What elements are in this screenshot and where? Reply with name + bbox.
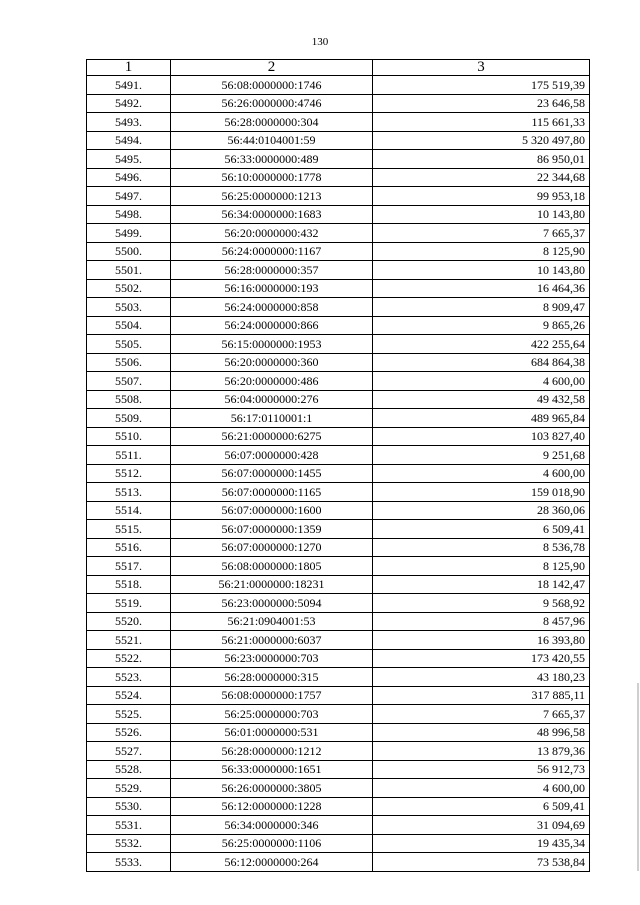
- table-row: [87, 797, 590, 816]
- value-cell: 4 600,00: [373, 779, 590, 798]
- table-row: [87, 335, 590, 354]
- cadastral-number-cell: 56:12:0000000:264: [171, 853, 373, 872]
- table-row: [87, 816, 590, 835]
- row-number-cell: 5495.: [87, 150, 171, 169]
- row-number-cell: 5519.: [87, 594, 171, 613]
- cadastral-number-cell: 56:21:0000000:6275: [171, 427, 373, 446]
- value-cell: 6 509,41: [373, 520, 590, 539]
- table-row: [87, 557, 590, 576]
- table-row: [87, 612, 590, 631]
- row-number-cell: 5515.: [87, 520, 171, 539]
- cadastral-number-cell: 56:26:0000000:3805: [171, 779, 373, 798]
- value-cell: 86 950,01: [373, 150, 590, 169]
- value-cell: 8 125,90: [373, 242, 590, 261]
- cadastral-number-cell: 56:20:0000000:486: [171, 372, 373, 391]
- table-row: [87, 261, 590, 280]
- table-row: [87, 631, 590, 650]
- cadastral-number-cell: 56:23:0000000:703: [171, 649, 373, 668]
- row-number-cell: 5522.: [87, 649, 171, 668]
- row-number-cell: 5523.: [87, 668, 171, 687]
- cadastral-number-cell: 56:28:0000000:1212: [171, 742, 373, 761]
- table-row: [87, 372, 590, 391]
- table-row: [87, 409, 590, 428]
- value-cell: 8 457,96: [373, 612, 590, 631]
- row-number-cell: 5525.: [87, 705, 171, 724]
- value-cell: 6 509,41: [373, 797, 590, 816]
- value-cell: 99 953,18: [373, 187, 590, 206]
- page-edge-mark: [637, 683, 639, 871]
- table-row: [87, 113, 590, 132]
- table-row: [87, 686, 590, 705]
- table-row: [87, 150, 590, 169]
- table-row: [87, 224, 590, 243]
- cadastral-number-cell: 56:01:0000000:531: [171, 723, 373, 742]
- table-row: [87, 649, 590, 668]
- table-row: [87, 501, 590, 520]
- table-row: [87, 279, 590, 298]
- table-row: [87, 760, 590, 779]
- cadastral-number-cell: 56:23:0000000:5094: [171, 594, 373, 613]
- cadastral-number-cell: 56:26:0000000:4746: [171, 94, 373, 113]
- value-cell: 175 519,39: [373, 76, 590, 95]
- table-row: [87, 723, 590, 742]
- row-number-cell: 5512.: [87, 464, 171, 483]
- row-number-cell: 5518.: [87, 575, 171, 594]
- cadastral-number-cell: 56:08:0000000:1757: [171, 686, 373, 705]
- value-cell: 5 320 497,80: [373, 131, 590, 150]
- row-number-cell: 5507.: [87, 372, 171, 391]
- row-number-cell: 5521.: [87, 631, 171, 650]
- cadastral-number-cell: 56:16:0000000:193: [171, 279, 373, 298]
- value-cell: 7 665,37: [373, 224, 590, 243]
- row-number-cell: 5501.: [87, 261, 171, 280]
- row-number-cell: 5509.: [87, 409, 171, 428]
- value-cell: 115 661,33: [373, 113, 590, 132]
- table-body: [87, 76, 590, 872]
- cadastral-number-cell: 56:07:0000000:1359: [171, 520, 373, 539]
- row-number-cell: 5492.: [87, 94, 171, 113]
- value-cell: 10 143,80: [373, 261, 590, 280]
- row-number-cell: 5524.: [87, 686, 171, 705]
- cadastral-number-cell: 56:33:0000000:489: [171, 150, 373, 169]
- value-cell: 18 142,47: [373, 575, 590, 594]
- value-cell: 16 464,36: [373, 279, 590, 298]
- table-row: [87, 298, 590, 317]
- value-cell: 8 536,78: [373, 538, 590, 557]
- cadastral-number-cell: 56:20:0000000:360: [171, 353, 373, 372]
- cadastral-number-cell: 56:04:0000000:276: [171, 390, 373, 409]
- table-row: [87, 446, 590, 465]
- table-row: [87, 520, 590, 539]
- table-row: [87, 390, 590, 409]
- cadastral-number-cell: 56:21:0000000:18231: [171, 575, 373, 594]
- table-row: [87, 742, 590, 761]
- row-number-cell: 5513.: [87, 483, 171, 502]
- row-number-cell: 5494.: [87, 131, 171, 150]
- table-row: [87, 353, 590, 372]
- cadastral-number-cell: 56:33:0000000:1651: [171, 760, 373, 779]
- row-number-cell: 5505.: [87, 335, 171, 354]
- row-number-cell: 5528.: [87, 760, 171, 779]
- table-row: [87, 538, 590, 557]
- cadastral-number-cell: 56:28:0000000:315: [171, 668, 373, 687]
- row-number-cell: 5527.: [87, 742, 171, 761]
- row-number-cell: 5510.: [87, 427, 171, 446]
- row-number-cell: 5532.: [87, 834, 171, 853]
- cadastral-number-cell: 56:34:0000000:346: [171, 816, 373, 835]
- table-row: [87, 464, 590, 483]
- table-row: [87, 483, 590, 502]
- cadastral-number-cell: 56:15:0000000:1953: [171, 335, 373, 354]
- value-cell: 7 665,37: [373, 705, 590, 724]
- row-number-cell: 5496.: [87, 168, 171, 187]
- value-cell: 23 646,58: [373, 94, 590, 113]
- value-cell: 28 360,06: [373, 501, 590, 520]
- row-number-cell: 5529.: [87, 779, 171, 798]
- data-table: [86, 59, 590, 872]
- table-row: [87, 242, 590, 261]
- cadastral-number-cell: 56:34:0000000:1683: [171, 205, 373, 224]
- value-cell: 4 600,00: [373, 372, 590, 391]
- row-number-cell: 5503.: [87, 298, 171, 317]
- row-number-cell: 5506.: [87, 353, 171, 372]
- cadastral-number-cell: 56:07:0000000:1455: [171, 464, 373, 483]
- row-number-cell: 5499.: [87, 224, 171, 243]
- cadastral-number-cell: 56:17:0110001:1: [171, 409, 373, 428]
- cadastral-number-cell: 56:10:0000000:1778: [171, 168, 373, 187]
- row-number-cell: 5508.: [87, 390, 171, 409]
- table-row: [87, 575, 590, 594]
- value-cell: 684 864,38: [373, 353, 590, 372]
- cadastral-number-cell: 56:44:0104001:59: [171, 131, 373, 150]
- value-cell: 22 344,68: [373, 168, 590, 187]
- cadastral-number-cell: 56:07:0000000:1600: [171, 501, 373, 520]
- value-cell: 49 432,58: [373, 390, 590, 409]
- page-number: 130: [311, 36, 329, 48]
- cadastral-number-cell: 56:24:0000000:866: [171, 316, 373, 335]
- header-row: [87, 60, 590, 76]
- cadastral-number-cell: 56:21:0000000:6037: [171, 631, 373, 650]
- cadastral-number-cell: 56:08:0000000:1805: [171, 557, 373, 576]
- value-cell: 422 255,64: [373, 335, 590, 354]
- row-number-cell: 5526.: [87, 723, 171, 742]
- value-cell: 43 180,23: [373, 668, 590, 687]
- table-row: [87, 168, 590, 187]
- table-row: [87, 427, 590, 446]
- value-cell: 8 909,47: [373, 298, 590, 317]
- cadastral-number-cell: 56:21:0904001:53: [171, 612, 373, 631]
- cadastral-number-cell: 56:28:0000000:304: [171, 113, 373, 132]
- value-cell: 56 912,73: [373, 760, 590, 779]
- row-number-cell: 5517.: [87, 557, 171, 576]
- row-number-cell: 5511.: [87, 446, 171, 465]
- row-number-cell: 5504.: [87, 316, 171, 335]
- value-cell: 317 885,11: [373, 686, 590, 705]
- table-row: [87, 316, 590, 335]
- table-row: [87, 853, 590, 872]
- column-header-1: 1: [87, 60, 171, 76]
- cadastral-number-cell: 56:25:0000000:703: [171, 705, 373, 724]
- value-cell: 16 393,80: [373, 631, 590, 650]
- value-cell: 13 879,36: [373, 742, 590, 761]
- value-cell: 31 094,69: [373, 816, 590, 835]
- table-row: [87, 187, 590, 206]
- row-number-cell: 5531.: [87, 816, 171, 835]
- cadastral-number-cell: 56:25:0000000:1106: [171, 834, 373, 853]
- row-number-cell: 5500.: [87, 242, 171, 261]
- table-row: [87, 131, 590, 150]
- value-cell: 9 251,68: [373, 446, 590, 465]
- value-cell: 9 568,92: [373, 594, 590, 613]
- row-number-cell: 5530.: [87, 797, 171, 816]
- value-cell: 9 865,26: [373, 316, 590, 335]
- value-cell: 173 420,55: [373, 649, 590, 668]
- cadastral-number-cell: 56:07:0000000:428: [171, 446, 373, 465]
- value-cell: 10 143,80: [373, 205, 590, 224]
- cadastral-number-cell: 56:24:0000000:1167: [171, 242, 373, 261]
- table-row: [87, 94, 590, 113]
- cadastral-number-cell: 56:12:0000000:1228: [171, 797, 373, 816]
- row-number-cell: 5502.: [87, 279, 171, 298]
- row-number-cell: 5497.: [87, 187, 171, 206]
- table-row: [87, 779, 590, 798]
- value-cell: 159 018,90: [373, 483, 590, 502]
- row-number-cell: 5498.: [87, 205, 171, 224]
- value-cell: 73 538,84: [373, 853, 590, 872]
- row-number-cell: 5520.: [87, 612, 171, 631]
- cadastral-number-cell: 56:24:0000000:858: [171, 298, 373, 317]
- row-number-cell: 5514.: [87, 501, 171, 520]
- table-row: [87, 668, 590, 687]
- row-number-cell: 5516.: [87, 538, 171, 557]
- value-cell: 103 827,40: [373, 427, 590, 446]
- table-row: [87, 594, 590, 613]
- row-number-cell: 5493.: [87, 113, 171, 132]
- row-number-cell: 5533.: [87, 853, 171, 872]
- value-cell: 19 435,34: [373, 834, 590, 853]
- value-cell: 48 996,58: [373, 723, 590, 742]
- column-header-3: 3: [373, 60, 590, 76]
- table-row: [87, 834, 590, 853]
- value-cell: 489 965,84: [373, 409, 590, 428]
- table-row: [87, 705, 590, 724]
- table-row: [87, 76, 590, 95]
- cadastral-number-cell: 56:07:0000000:1165: [171, 483, 373, 502]
- table-row: [87, 205, 590, 224]
- cadastral-number-cell: 56:07:0000000:1270: [171, 538, 373, 557]
- value-cell: 4 600,00: [373, 464, 590, 483]
- cadastral-number-cell: 56:08:0000000:1746: [171, 76, 373, 95]
- row-number-cell: 5491.: [87, 76, 171, 95]
- cadastral-number-cell: 56:28:0000000:357: [171, 261, 373, 280]
- cadastral-number-cell: 56:25:0000000:1213: [171, 187, 373, 206]
- value-cell: 8 125,90: [373, 557, 590, 576]
- column-header-2: 2: [171, 60, 373, 76]
- cadastral-number-cell: 56:20:0000000:432: [171, 224, 373, 243]
